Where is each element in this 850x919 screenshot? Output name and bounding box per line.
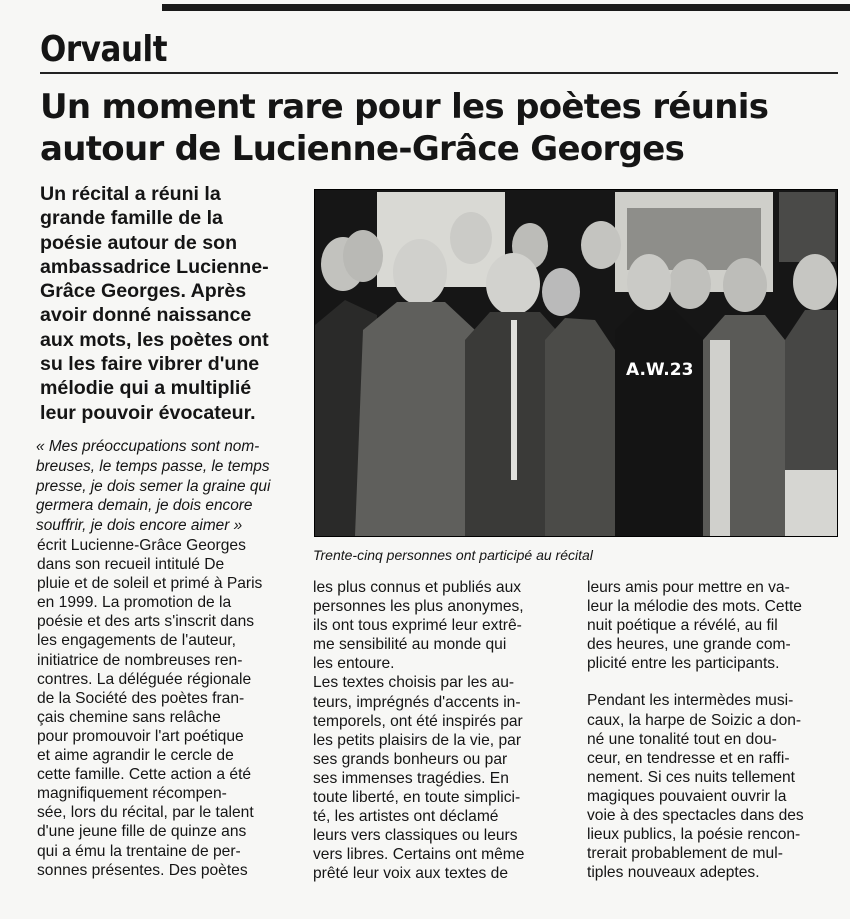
column-line: contres. La déléguée régionale — [37, 670, 252, 688]
column-line: ils ont tous exprimé leur extrê- — [313, 617, 522, 635]
column-line: magiques pouvaient ouvrir la — [587, 787, 787, 805]
column-line: d'une jeune fille de quinze ans — [37, 823, 247, 841]
column-line: les engagements de l'auteur, — [37, 632, 236, 650]
column-line: écrit Lucienne-Grâce Georges — [37, 537, 246, 554]
article-column-2 — [313, 578, 575, 884]
lead-line: leur pouvoir évocateur. — [40, 401, 256, 424]
paragraph-gap — [587, 673, 842, 691]
column-line: ses grands bonheurs ou par — [313, 750, 508, 768]
lead-line: su les faire vibrer d'une — [40, 353, 260, 376]
lead-line: grande famille de la — [40, 207, 223, 230]
article-column-1 — [37, 536, 307, 880]
column-line: leurs vers classiques ou leurs — [313, 827, 518, 845]
section-label: Orvault — [40, 29, 168, 70]
column-line: té, les artistes ont déclamé — [313, 808, 499, 826]
column-line: cette famille. Cette action a été — [37, 766, 252, 784]
column-line: toute liberté, en toute simplici- — [313, 789, 521, 807]
column-line: plicité entre les participants. — [587, 655, 780, 673]
column-line: qui a ému la trentaine de per- — [37, 842, 241, 860]
column-line: né une tonalité tout en dou- — [587, 730, 777, 748]
column-line: teurs, imprégnés d'accents in- — [313, 693, 521, 711]
column-line: me sensibilité au monde qui — [313, 636, 507, 654]
quote-line: souffrir, je dois encore aimer » — [36, 517, 243, 535]
column-line: les plus connus et publiés aux — [313, 579, 522, 596]
column-line: nuit poétique a révélé, au fil — [587, 617, 778, 635]
lead-line: mélodie qui a multiplié — [40, 377, 252, 400]
column-line: pour promouvoir l'art poétique — [37, 727, 244, 745]
column-line: Les textes choisis par les au- — [313, 674, 515, 692]
column-line: dans son recueil intitulé De — [37, 556, 225, 574]
column-line: prêté leur voix aux textes de — [313, 865, 509, 883]
column-line: tiples nouveaux adeptes. — [587, 864, 760, 882]
quote-line: germera demain, je dois encore — [36, 497, 253, 515]
section-rule — [40, 72, 838, 74]
lead-line: Grâce Georges. Après — [40, 280, 247, 303]
quote-line: « Mes préoccupations sont nom- — [36, 438, 260, 455]
column-line: Pendant les intermèdes musi- — [587, 692, 794, 710]
column-line: les petits plaisirs de la vie, par — [313, 731, 522, 749]
photo — [314, 189, 838, 537]
lead-paragraph — [40, 182, 308, 425]
quote-line: breuses, le temps passe, le temps — [36, 457, 270, 475]
column-line: en 1999. La promotion de la — [37, 594, 232, 612]
group-photo — [315, 190, 837, 536]
column-line: voie à des spectacles dans des — [587, 807, 804, 825]
column-line: ceur, en tendresse et en raffi- — [587, 749, 790, 767]
lead-line: aux mots, les poètes ont — [40, 328, 269, 351]
headline-line: autour de Lucienne-Grâce Georges — [40, 129, 685, 169]
column-line: temporels, ont été inspirés par — [313, 712, 523, 730]
column-line: trerait probablement de mul- — [587, 845, 783, 863]
photo-caption: Trente-cinq personnes ont participé au récital — [313, 547, 593, 563]
column-line: lieux publics, la poésie rencon- — [587, 826, 801, 844]
column-line: nement. Si ces nuits tellement — [587, 768, 796, 786]
column-line: pluie et de soleil et primé à Paris — [37, 575, 263, 593]
top-rule — [162, 4, 850, 11]
column-line: magnifiquement récompen- — [37, 785, 227, 803]
lead-line: ambassadrice Lucienne- — [40, 255, 269, 278]
column-line: ses immenses tragédies. En — [313, 769, 509, 787]
column-line: et aime agrandir le cercle de — [37, 747, 234, 765]
shirt-lettering: A.W.23 — [626, 360, 694, 380]
column-line: poésie et des arts s'inscrit dans — [37, 613, 255, 631]
column-line: les entoure. — [313, 655, 395, 673]
quote-line: presse, je dois semer la graine qui — [36, 477, 271, 495]
headline-line: Un moment rare pour les poètes réunis — [40, 87, 769, 127]
column-line: vers libres. Certains ont même — [313, 846, 525, 864]
lead-line: Un récital a réuni la — [40, 183, 221, 205]
column-line: sonnes présentes. Des poètes — [37, 861, 248, 879]
column-line: personnes les plus anonymes, — [313, 598, 524, 616]
article-column-3 — [587, 578, 842, 882]
column-line: leur la mélodie des mots. Cette — [587, 598, 802, 616]
lead-line: avoir donné naissance — [40, 304, 252, 327]
poem-quote — [36, 437, 306, 536]
lead-line: poésie autour de son — [40, 231, 238, 254]
column-line: initiatrice de nombreuses ren- — [37, 651, 243, 669]
column-line: des heures, une grande com- — [587, 636, 791, 654]
column-line: de la Société des poètes fran- — [37, 689, 245, 707]
headline — [40, 86, 840, 170]
column-line: caux, la harpe de Soizic a don- — [587, 711, 802, 729]
column-line: leurs amis pour mettre en va- — [587, 579, 790, 596]
column-line: çais chemine sans relâche — [37, 708, 221, 726]
column-line: sée, lors du récital, par le talent — [37, 804, 254, 822]
